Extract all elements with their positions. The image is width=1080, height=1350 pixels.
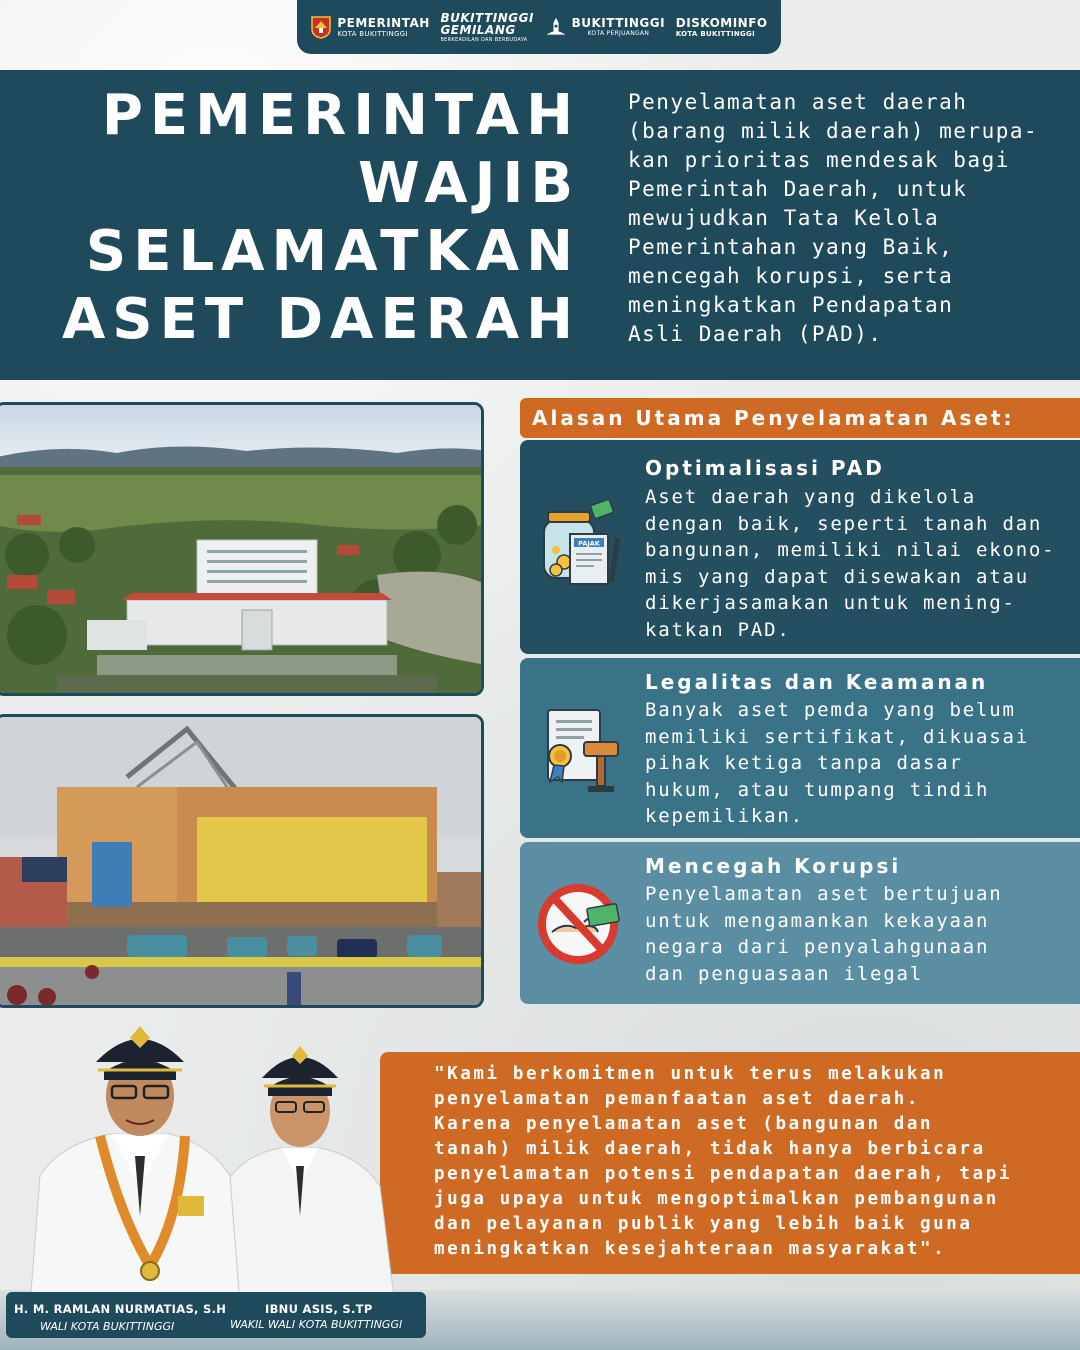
quote-text [434,1062,1074,1262]
reason-body [645,697,1075,830]
reason-line: dan penguasaan ilegal [645,962,924,985]
quote-line: juga upaya untuk mengoptimalkan pembangunan [434,1189,999,1209]
diskominfo-logo-line1: DISKOMINFO [675,15,768,30]
reason-card-korupsi [520,842,1080,1004]
intro-line: Pemerintahan yang Baik, [628,235,954,259]
main-title [20,82,580,354]
quote-line: "Kami berkomitmen untuk terus melakukan [434,1064,947,1084]
photo-market-building [0,714,484,1008]
diskominfo-logo [676,17,768,38]
gemilang-logo-line1: BUKITTINGGI [440,10,534,25]
intro-line: (barang milik daerah) merupa- [628,119,1039,143]
title-line: SELAMATKAN [85,219,580,284]
gemilang-logo-line2: GEMILANG [440,22,516,37]
diskominfo-logo-line2: KOTA BUKITTINGGI [675,29,755,38]
quote-line: penyelamatan pemanfaatan aset daerah. [434,1089,921,1109]
title-line: WAJIB [358,151,580,216]
pemko-logo [310,15,429,39]
officials-portrait [0,1016,430,1306]
quote-line: dan pelayanan publik yang lebih baik guna [434,1214,973,1234]
reason-line: Banyak aset pemda yang belum [645,699,1016,721]
quote-line: Karena penyelamatan aset (bangunan dan [434,1114,934,1134]
reason-body [645,881,1075,987]
logo-bar [297,0,781,54]
reason-line: pihak ketiga tanpa dasar [645,752,963,774]
reason-line: Aset daerah yang dikelola [645,486,976,508]
reason-line: untuk mengamankan kekayaan [645,909,990,932]
reason-body [645,484,1075,643]
reason-line: katkan PAD. [645,618,791,641]
intro-line: meningkatkan Pendapatan [628,293,954,317]
intro-line: kan prioritas mendesak bagi [628,148,1010,172]
tax-label: PAJAK [578,539,600,548]
intro-line: mencegah korupsi, serta [628,264,954,288]
reason-line: dikerjasamakan untuk mening- [645,592,1016,614]
intro-line: Penyelamatan aset daerah [628,90,968,114]
photo-office-complex [0,402,484,696]
reason-line: kepemilikan. [645,805,804,827]
quote-line: tanah) milik daerah, tidak hanya berbicara [434,1139,986,1159]
title-line: PEMERINTAH [101,83,580,148]
kota-logo-line2: KOTA PERJUANGAN [587,30,650,37]
kota-perjuangan-logo [545,15,665,39]
reason-card-pad [520,440,1080,654]
reason-heading: Mencegah Korupsi [645,854,902,878]
reason-card-legalitas [520,658,1080,838]
gemilang-logo-line3: BERKEADILAN DAN BERBUDAYA [440,36,528,43]
reason-line: mis yang dapat disewakan atau [645,565,1029,588]
kota-logo-line1: BUKITTINGGI [571,16,666,30]
intro-line: Pemerintah Daerah, untuk [628,177,968,201]
intro-paragraph [628,88,1068,349]
reason-line: negara dari penyalahgunaan [645,936,990,958]
quote-line: meningkatkan kesejahteraan masyarakat". [434,1239,947,1259]
pemko-logo-line1: PEMERINTAH [337,15,430,30]
market-building-image [0,717,484,1008]
mayor-name: H. M. RAMLAN NURMATIAS, S.H [14,1302,227,1316]
reason-line: memiliki sertifikat, dikuasai [645,725,1029,748]
mayor-figure [30,1026,240,1306]
intro-line: Asli Daerah (PAD). [628,322,883,346]
deputy-mayor-role: WAKIL WALI KOTA BUKITTINGGI [230,1318,403,1331]
reason-heading: Optimalisasi PAD [645,456,885,480]
intro-line: mewujudkan Tata Kelola [628,206,940,230]
title-line: ASET DAERAH [61,287,580,352]
office-complex-image [0,405,484,696]
reasons-title: Alasan Utama Penyelamatan Aset: [520,398,1080,438]
certificate-gavel-icon [534,702,630,798]
reason-line: hukum, atau tumpang tindih [645,778,990,801]
deputy-mayor-name: IBNU ASIS, S.TP [265,1302,373,1316]
mayor-role: WALI KOTA BUKITTINGGI [40,1320,175,1333]
gemilang-logo [440,12,533,43]
clock-tower-icon [545,15,567,39]
tax-jar-icon [534,498,630,594]
city-crest-icon [310,15,332,39]
deputy-mayor-figure [215,1046,395,1306]
reason-line: dengan baik, seperti tanah dan [645,512,1043,535]
quote-line: penyelamatan potensi pendapatan daerah, tapi [434,1164,1012,1184]
reason-line: Penyelamatan aset bertujuan [645,883,1003,905]
pemko-logo-line2: KOTA BUKITTINGGI [337,29,408,38]
reason-heading: Legalitas dan Keamanan [645,670,989,694]
reason-line: bangunan, memiliki nilai ekono- [645,539,1056,561]
no-bribery-icon [534,876,630,972]
